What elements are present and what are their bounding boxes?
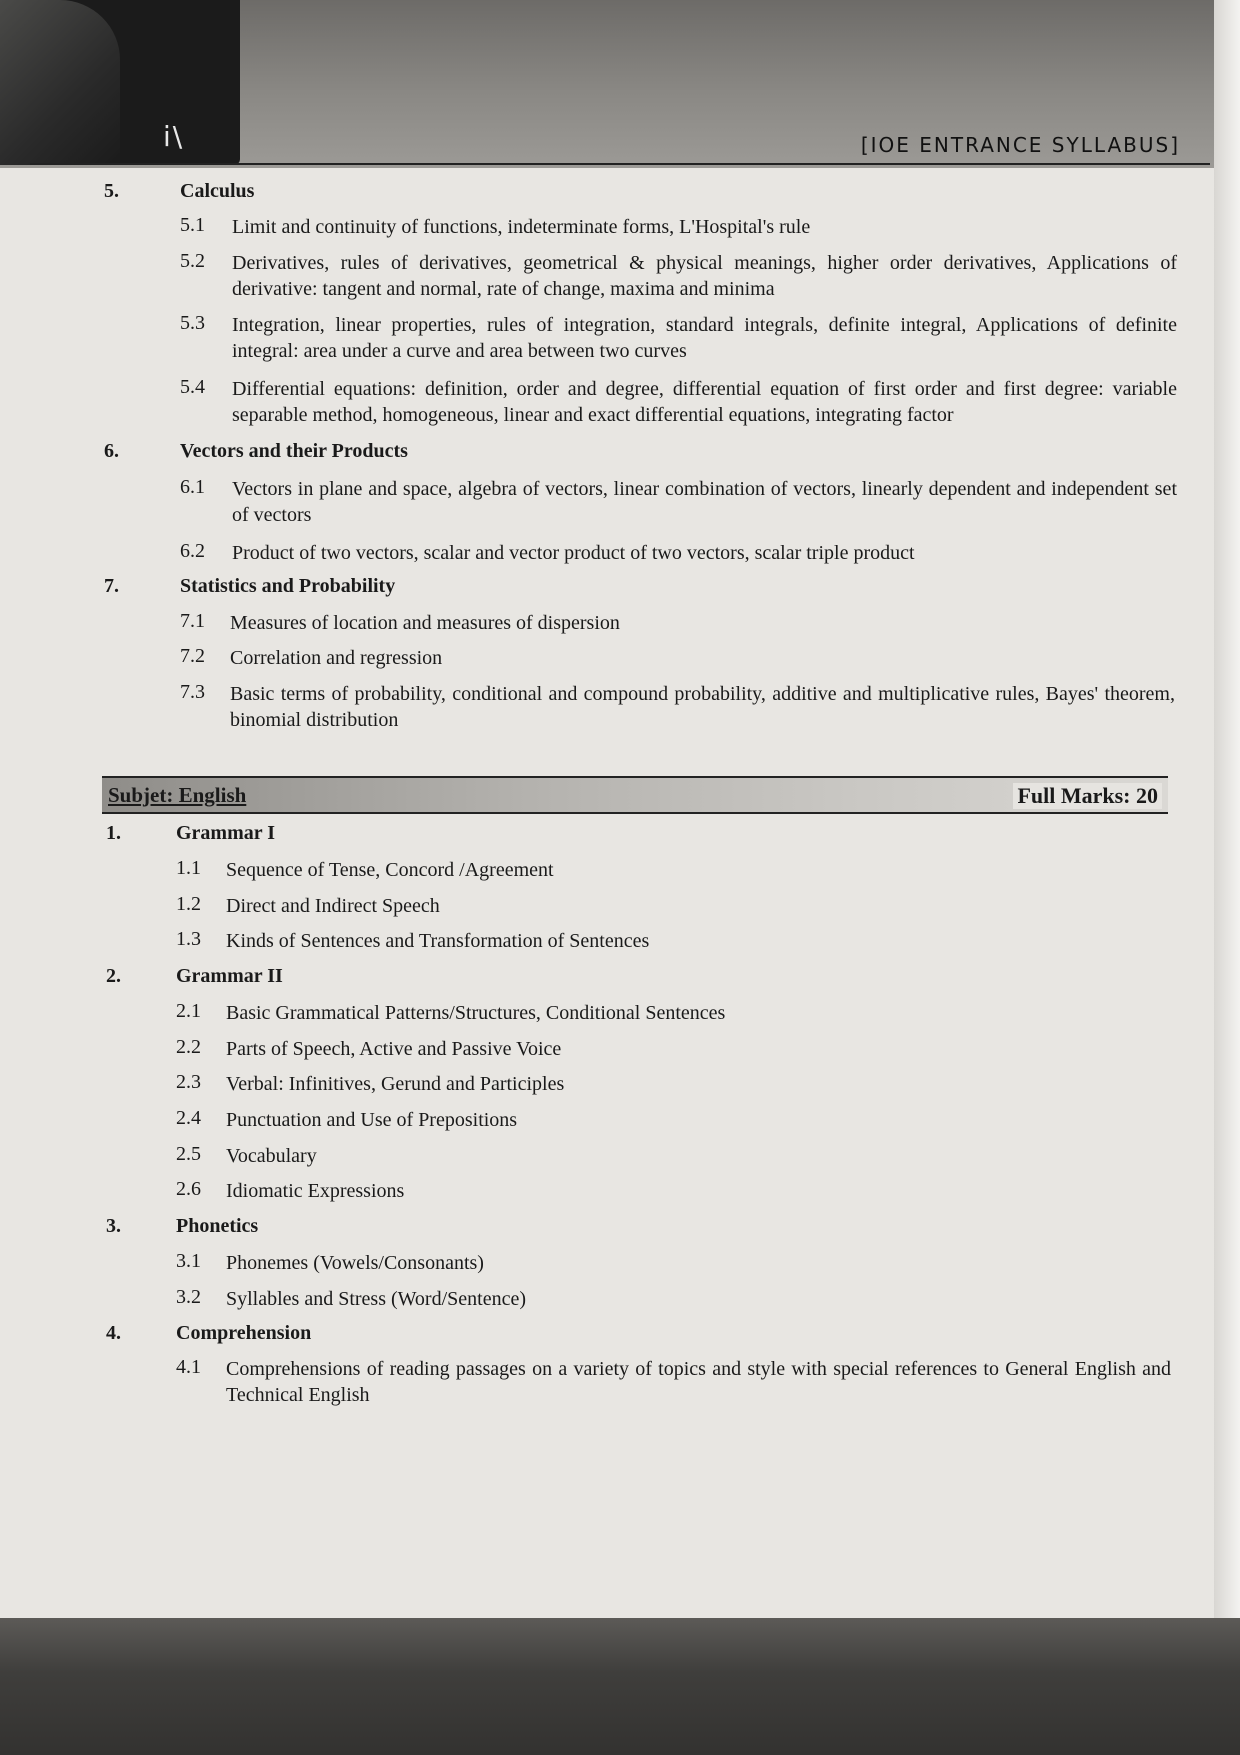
- section-title: Comprehension: [176, 1322, 312, 1344]
- item-number: 7.1: [180, 610, 205, 632]
- item-text: Kinds of Sentences and Transformation of Sentences: [226, 930, 650, 952]
- item-text: Sequence of Tense, Concord /Agreement: [226, 859, 554, 881]
- item-text: Derivatives, rules of derivatives, geometrical & physical meanings, higher order derivatives, Applications of derivative: tangent and normal, rate of change, maxima and minima: [232, 252, 1177, 300]
- section-number: 3.: [106, 1215, 121, 1237]
- section-title: Grammar II: [176, 965, 283, 987]
- item-number: 2.4: [176, 1107, 201, 1129]
- item-text: Vocabulary: [226, 1145, 317, 1167]
- item-text: Verbal: Infinitives, Gerund and Participles: [226, 1073, 565, 1095]
- item-number: 6.1: [180, 476, 205, 498]
- item-number: 1.3: [176, 928, 201, 950]
- section-title: Grammar I: [176, 822, 276, 844]
- item-text: Vectors in plane and space, algebra of vectors, linear combination of vectors, linearly dependent and independent set of vectors: [232, 478, 1177, 526]
- item-number: 2.1: [176, 1000, 201, 1022]
- item-text: Direct and Indirect Speech: [226, 895, 440, 917]
- section-number: 4.: [106, 1322, 121, 1344]
- section-title: Statistics and Probability: [180, 575, 396, 597]
- section-number: 2.: [106, 965, 121, 987]
- item-text: Punctuation and Use of Prepositions: [226, 1109, 518, 1131]
- item-number: 1.2: [176, 893, 201, 915]
- item-number: 3.2: [176, 1286, 201, 1308]
- item-number: 2.6: [176, 1178, 201, 1200]
- section-number: 5.: [104, 180, 119, 202]
- section-number: 6.: [104, 440, 119, 462]
- item-number: 1.1: [176, 857, 201, 879]
- right-page-edge: [1214, 0, 1240, 1755]
- bottom-photo-band: [0, 1618, 1240, 1755]
- section-title: Phonetics: [176, 1215, 259, 1237]
- item-text: Measures of location and measures of dispersion: [230, 612, 620, 634]
- item-text: Parts of Speech, Active and Passive Voice: [226, 1038, 562, 1060]
- item-number: 5.2: [180, 250, 205, 272]
- running-title: [IOE ENTRANCE SYLLABUS]: [860, 133, 1180, 157]
- item-text: Integration, linear properties, rules of integration, standard integrals, definite integral, Applications of definite integral: area under a curve and area between two curves: [232, 314, 1177, 362]
- section-title: Calculus: [180, 180, 255, 202]
- item-number: 2.5: [176, 1143, 201, 1165]
- item-number: 5.1: [180, 214, 205, 236]
- item-text: Phonemes (Vowels/Consonants): [226, 1252, 484, 1274]
- item-text: Product of two vectors, scalar and vector product of two vectors, scalar triple product: [232, 542, 915, 564]
- page-fold-shadow: [0, 0, 120, 165]
- item-number: 3.1: [176, 1250, 201, 1272]
- page-number: i\: [163, 120, 185, 153]
- item-text: Differential equations: definition, order and degree, differential equation of first order and first degree: variable separable method, homogeneous, linear and exact differential equations, integrating factor: [232, 378, 1177, 426]
- item-number: 5.3: [180, 312, 205, 334]
- item-number: 5.4: [180, 376, 205, 398]
- item-number: 6.2: [180, 540, 205, 562]
- item-text: Idiomatic Expressions: [226, 1180, 405, 1202]
- item-number: 7.2: [180, 645, 205, 667]
- item-text: Correlation and regression: [230, 647, 443, 669]
- section-number: 1.: [106, 822, 121, 844]
- item-text: Limit and continuity of functions, indeterminate forms, L'Hospital's rule: [232, 216, 811, 238]
- item-text: Syllables and Stress (Word/Sentence): [226, 1288, 526, 1310]
- item-number: 4.1: [176, 1356, 201, 1378]
- section-number: 7.: [104, 575, 119, 597]
- item-text: Basic Grammatical Patterns/Structures, Conditional Sentences: [226, 1002, 726, 1024]
- item-text: Comprehensions of reading passages on a variety of topics and style with special references to General English and Technical English: [226, 1358, 1171, 1406]
- item-text: Basic terms of probability, conditional and compound probability, additive and multiplicative rules, Bayes' theorem, binomial distribution: [230, 683, 1175, 731]
- subject-header-bar: [102, 776, 1168, 814]
- item-number: 2.2: [176, 1036, 201, 1058]
- subject-label: Subjet: English: [108, 783, 247, 807]
- section-title: Vectors and their Products: [180, 440, 408, 462]
- full-marks-label: Full Marks: 20: [1013, 783, 1162, 809]
- item-number: 2.3: [176, 1071, 201, 1093]
- item-number: 7.3: [180, 681, 205, 703]
- header-rule: [30, 163, 1210, 165]
